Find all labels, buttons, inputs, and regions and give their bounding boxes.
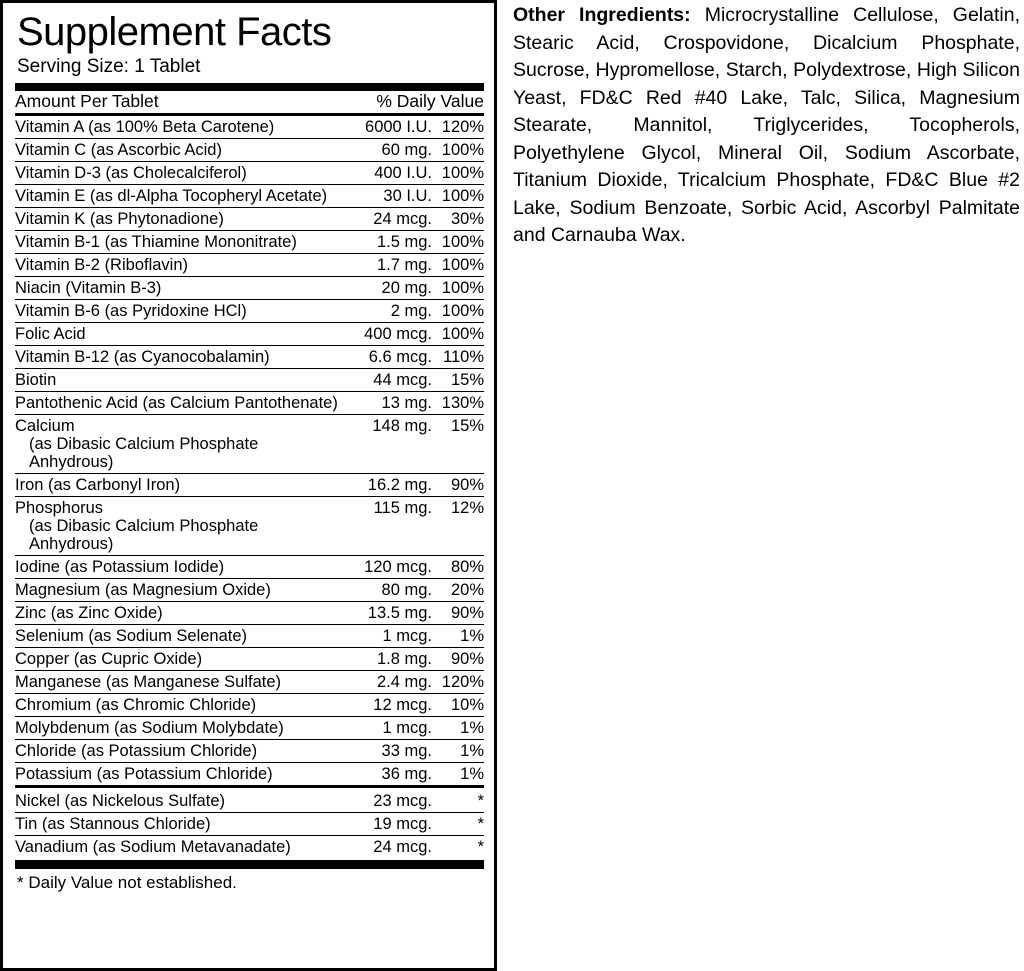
other-ingredients-label: Other Ingredients:	[513, 4, 691, 26]
nutrient-name: Vitamin B-6 (as Pyridoxine HCl)	[15, 302, 247, 320]
nutrient-amount: 2 mg.	[390, 302, 432, 320]
nutrient-dv: 90%	[450, 604, 484, 622]
nutrient-dv: 130%	[441, 394, 484, 412]
nutrient-amount: 1.5 mg.	[376, 233, 432, 251]
nutrient-name: Selenium (as Sodium Selenate)	[15, 627, 248, 645]
nutrient-amount: 1 mcg.	[382, 627, 432, 645]
nutrient-name: Vitamin B-1 (as Thiamine Mononitrate)	[15, 233, 297, 251]
table-row	[15, 694, 484, 717]
nutrient-amount: 115 mg.	[373, 499, 432, 517]
table-row	[15, 579, 484, 602]
nutrient-name: Biotin	[15, 371, 57, 389]
nutrient-dv: 100%	[441, 187, 484, 205]
nutrient-dv: 20%	[450, 581, 484, 599]
nutrient-dv: 90%	[450, 650, 484, 668]
nutrient-amount: 30 I.U.	[383, 187, 432, 205]
nutrient-dv: 10%	[450, 696, 484, 714]
nutrient-amount: 400 I.U.	[374, 164, 432, 182]
supplement-facts-title: Supplement Facts	[17, 10, 332, 54]
serving-size: Serving Size: 1 Tablet	[17, 56, 201, 77]
nutrient-amount: 44 mcg.	[373, 371, 432, 389]
nutrient-amount: 20 mg.	[381, 279, 432, 297]
nutrient-amount: 120 mcg.	[364, 558, 432, 576]
table-row	[15, 671, 484, 694]
nutrient-dv: 120%	[441, 673, 484, 691]
nutrient-dv: 1%	[460, 765, 484, 783]
nutrient-amount: 36 mg.	[381, 765, 432, 783]
nutrient-name: Calcium	[15, 417, 75, 435]
nutrient-dv: 15%	[450, 417, 484, 435]
nutrient-dv: 80%	[450, 558, 484, 576]
nutrient-name: Vitamin B-12 (as Cyanocobalamin)	[15, 348, 270, 366]
nutrient-source: (as Dibasic Calcium Phosphate Anhydrous)	[29, 517, 259, 553]
daily-value-header: % Daily Value	[376, 91, 484, 111]
nutrient-amount: 13 mg.	[381, 394, 432, 412]
nutrient-amount: 1 mcg.	[382, 719, 432, 737]
other-ingredients-list: Microcrystalline Cellulose, Gelatin, Stearic Acid, Crospovidone, Dicalcium Phosphate, Sucrose, Hypromellose, Starch, Polydextrose, High Silicon Yeast, FD&C Red #40 Lake, Talc, Silica, Magnesium Stearate, Mannitol, Triglycerides, Tocopherols, Polyethylene Glycol, Mineral Oil, Sodium Ascorbate, Titanium Dioxide, Tricalcium Phosphate, FD&C Blue #2 Lake, Sodium Benzoate, Sorbic Acid, Ascorbyl Palmitate and Carnauba Wax.	[513, 4, 1020, 246]
nutrient-name: Iron (as Carbonyl Iron)	[15, 476, 181, 494]
nutrient-dv: 100%	[441, 233, 484, 251]
nutrient-dv: 100%	[441, 302, 484, 320]
nutrient-amount: 13.5 mg.	[367, 604, 432, 622]
nutrition-rows-table	[15, 116, 484, 858]
nutrient-name: Pantothenic Acid (as Calcium Pantothenate)	[15, 394, 338, 412]
nutrient-name: Zinc (as Zinc Oxide)	[15, 604, 163, 622]
nutrient-name: Vitamin A (as 100% Beta Carotene)	[15, 118, 275, 136]
table-row	[15, 185, 484, 208]
divider-thick-top	[15, 83, 484, 91]
nutrient-name: Molybdenum (as Sodium Molybdate)	[15, 719, 284, 737]
nutrient-name: Chloride (as Potassium Chloride)	[15, 742, 258, 760]
table-row	[15, 556, 484, 579]
nutrient-amount: 33 mg.	[381, 742, 432, 760]
nutrient-dv: 100%	[441, 164, 484, 182]
table-header-row	[15, 91, 484, 113]
nutrient-dv: 120%	[441, 118, 484, 136]
table-row	[15, 717, 484, 740]
table-row	[15, 139, 484, 162]
nutrient-name: Phosphorus	[15, 499, 104, 517]
table-row	[15, 231, 484, 254]
nutrient-name: Vitamin K (as Phytonadione)	[15, 210, 224, 228]
nutrient-name: Potassium (as Potassium Chloride)	[15, 765, 273, 783]
nutrient-amount: 80 mg.	[381, 581, 432, 599]
nutrient-amount: 1.7 mg.	[376, 256, 432, 274]
nutrient-amount: 2.4 mg.	[376, 673, 432, 691]
daily-value-footnote: * Daily Value not established.	[17, 873, 237, 892]
nutrient-dv: 100%	[441, 256, 484, 274]
nutrient-dv: 110%	[443, 348, 484, 366]
table-row	[15, 346, 484, 369]
nutrient-dv: *	[477, 838, 484, 856]
nutrition-table	[15, 91, 484, 113]
nutrient-dv: 1%	[460, 719, 484, 737]
table-row	[15, 277, 484, 300]
nutrient-dv: 100%	[441, 279, 484, 297]
nutrient-amount: 60 mg.	[381, 141, 432, 159]
nutrient-amount: 19 mcg.	[373, 815, 432, 833]
table-row	[15, 116, 484, 139]
nutrient-dv: *	[432, 787, 484, 813]
nutrient-source: (as Dibasic Calcium Phosphate Anhydrous)	[29, 435, 259, 471]
table-row	[15, 474, 484, 497]
other-ingredients-paragraph	[513, 2, 1022, 250]
table-row	[15, 323, 484, 346]
table-row	[15, 369, 484, 392]
table-row	[15, 813, 484, 836]
nutrient-dv: 1%	[460, 627, 484, 645]
nutrient-amount: 24 mcg.	[373, 210, 432, 228]
nutrient-dv: 90%	[450, 476, 484, 494]
nutrition-table-body	[15, 91, 484, 113]
nutrient-name-group	[15, 497, 340, 556]
table-row	[15, 836, 484, 859]
nutrient-dv: 100%	[441, 325, 484, 343]
table-row	[15, 208, 484, 231]
nutrient-amount: 16.2 mg.	[367, 476, 432, 494]
table-row	[15, 763, 484, 787]
table-row	[15, 392, 484, 415]
nutrient-name: Vanadium (as Sodium Metavanadate)	[15, 838, 291, 856]
nutrient-name: Vitamin B-2 (Riboflavin)	[15, 256, 189, 274]
other-ingredients-panel	[497, 0, 1024, 971]
nutrient-name: Niacin (Vitamin B-3)	[15, 279, 162, 297]
nutrient-dv: 100%	[441, 141, 484, 159]
nutrient-amount: 6000 I.U.	[365, 118, 432, 136]
nutrient-name: Nickel (as Nickelous Sulfate)	[15, 787, 340, 813]
nutrient-name: Magnesium (as Magnesium Oxide)	[15, 581, 271, 599]
table-row	[15, 602, 484, 625]
table-row	[15, 300, 484, 323]
nutrient-dv: 12%	[450, 499, 484, 517]
table-row	[15, 162, 484, 185]
nutrient-name: Tin (as Stannous Chloride)	[15, 815, 211, 833]
divider-thick-bottom	[15, 860, 484, 869]
nutrient-name: Folic Acid	[15, 325, 86, 343]
header-spacer	[284, 91, 376, 113]
nutrient-amount: 6.6 mcg.	[368, 348, 432, 366]
supplement-facts-panel	[0, 0, 497, 971]
table-row	[15, 497, 484, 556]
table-row	[15, 254, 484, 277]
nutrient-name: Manganese (as Manganese Sulfate)	[15, 673, 281, 691]
amount-per-tablet-header: Amount Per Tablet	[15, 91, 159, 111]
table-row	[15, 625, 484, 648]
nutrition-rows-body	[15, 116, 484, 858]
nutrient-name: Chromium (as Chromic Chloride)	[15, 696, 257, 714]
nutrient-amount: 24 mcg.	[373, 838, 432, 856]
table-row	[15, 740, 484, 763]
nutrient-dv: 1%	[460, 742, 484, 760]
table-row	[15, 415, 484, 474]
table-row	[15, 787, 484, 813]
nutrient-dv: 30%	[450, 210, 484, 228]
nutrient-amount: 12 mcg.	[373, 696, 432, 714]
nutrient-amount: 148 mg.	[372, 417, 432, 435]
nutrient-amount: 1.8 mg.	[376, 650, 432, 668]
nutrient-amount: 400 mcg.	[364, 325, 432, 343]
nutrient-dv: *	[477, 815, 484, 833]
nutrient-name: Vitamin C (as Ascorbic Acid)	[15, 141, 222, 159]
nutrient-dv: 15%	[450, 371, 484, 389]
nutrient-name: Vitamin E (as dl-Alpha Tocopheryl Acetate)	[15, 187, 328, 205]
nutrient-name-group	[15, 415, 340, 474]
nutrient-name: Iodine (as Potassium Iodide)	[15, 558, 225, 576]
nutrient-name: Vitamin D-3 (as Cholecalciferol)	[15, 164, 247, 182]
table-row	[15, 648, 484, 671]
nutrient-amount: 23 mcg.	[340, 787, 432, 813]
nutrient-name: Copper (as Cupric Oxide)	[15, 650, 203, 668]
